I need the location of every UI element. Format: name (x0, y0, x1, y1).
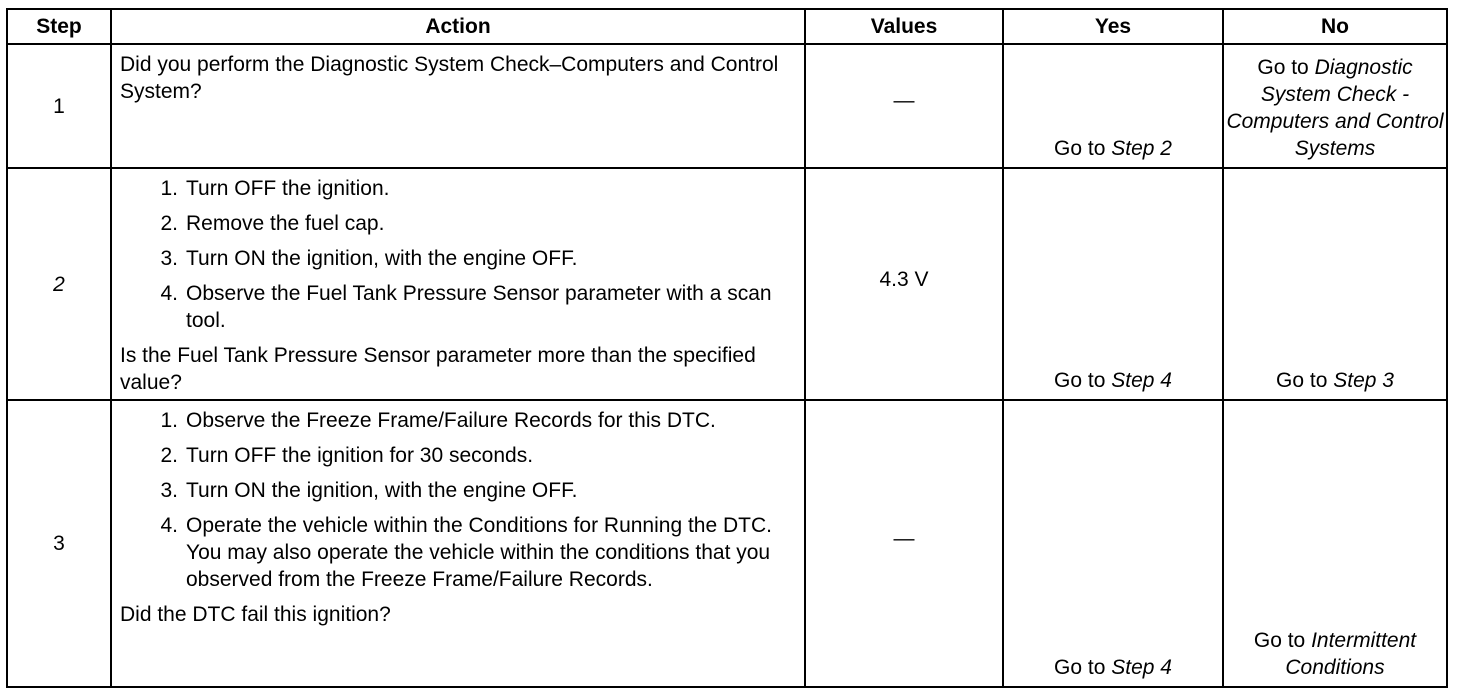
item-number: 4. (160, 282, 178, 305)
table-row (7, 400, 1447, 687)
action-steps-list (120, 407, 796, 593)
header-no: No (1223, 9, 1447, 44)
value-cell (805, 400, 1003, 687)
action-question: Did you perform the Diagnostic System Check–Computers and Control System? (120, 53, 779, 103)
header-values: Values (805, 9, 1003, 44)
action-question: Did the DTC fail this ignition? (120, 603, 391, 626)
item-number: 1. (160, 177, 178, 200)
value-text: 4.3 V (879, 268, 929, 291)
list-item (120, 407, 796, 434)
action-cell (111, 400, 805, 687)
yes-prefix: Go to (1054, 656, 1112, 679)
list-item (120, 512, 796, 593)
no-prefix: Go to (1276, 369, 1334, 392)
value-text: — (893, 527, 915, 550)
yes-cell (1003, 168, 1223, 400)
no-link[interactable]: Diagnostic System Check - Computers and Control Systems (1226, 56, 1444, 160)
yes-prefix: Go to (1054, 369, 1112, 392)
list-item (120, 280, 796, 334)
yes-cell (1003, 400, 1223, 687)
no-link[interactable]: Step 3 (1333, 369, 1394, 392)
yes-link[interactable]: Step 4 (1111, 369, 1172, 392)
no-prefix: Go to (1257, 56, 1315, 79)
no-cell (1223, 168, 1447, 400)
list-item (120, 245, 796, 272)
value-cell (805, 44, 1003, 168)
step-number: 2 (7, 168, 111, 400)
list-item (120, 210, 796, 237)
list-item (120, 477, 796, 504)
step-number: 1 (7, 44, 111, 168)
action-steps-list (120, 175, 796, 334)
item-number: 2. (160, 444, 178, 467)
item-number: 2. (160, 212, 178, 235)
header-action: Action (111, 9, 805, 44)
item-text: Remove the fuel cap. (186, 212, 385, 235)
item-text: Turn ON the ignition, with the engine OFF. (186, 479, 578, 502)
step-number: 3 (7, 400, 111, 687)
item-number: 3. (160, 247, 178, 270)
action-cell (111, 44, 805, 168)
item-number: 3. (160, 479, 178, 502)
item-text: Operate the vehicle within the Conditions for Running the DTC. You may also operate the vehicle within the conditions that you observed from the Freeze Frame/Failure Records. (186, 514, 772, 591)
header-step: Step (7, 9, 111, 44)
item-number: 1. (160, 409, 178, 432)
action-cell (111, 168, 805, 400)
item-text: Observe the Freeze Frame/Failure Records for this DTC. (186, 409, 716, 432)
header-row (7, 9, 1447, 44)
diagnostic-table (6, 8, 1448, 688)
item-text: Turn OFF the ignition for 30 seconds. (186, 444, 534, 467)
list-item (120, 175, 796, 202)
value-text: — (893, 89, 915, 112)
yes-prefix: Go to (1054, 137, 1112, 160)
list-item (120, 442, 796, 469)
no-cell (1223, 44, 1447, 168)
yes-link[interactable]: Step 4 (1111, 656, 1172, 679)
item-text: Observe the Fuel Tank Pressure Sensor parameter with a scan tool. (186, 282, 772, 332)
header-yes: Yes (1003, 9, 1223, 44)
item-text: Turn ON the ignition, with the engine OFF. (186, 247, 578, 270)
yes-link[interactable]: Step 2 (1111, 137, 1172, 160)
yes-cell (1003, 44, 1223, 168)
item-number: 4. (160, 514, 178, 537)
no-prefix: Go to (1253, 629, 1312, 652)
item-text: Turn OFF the ignition. (186, 177, 390, 200)
no-cell (1223, 400, 1447, 687)
table-row (7, 168, 1447, 400)
value-cell (805, 168, 1003, 400)
action-question: Is the Fuel Tank Pressure Sensor parameter more than the specified value? (120, 344, 756, 394)
table-row (7, 44, 1447, 168)
no-link[interactable]: Intermittent Conditions (1285, 629, 1417, 679)
